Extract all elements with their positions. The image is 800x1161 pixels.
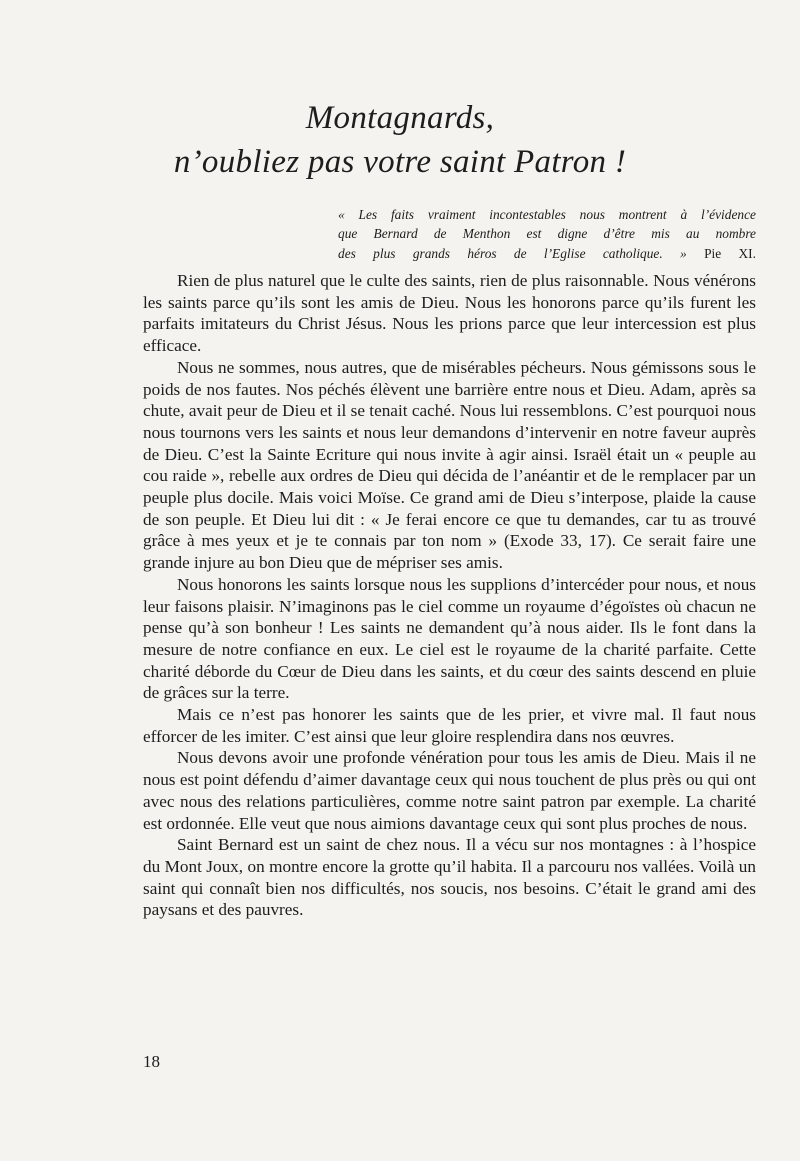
- epigraph-line: que Bernard de Menthon est digne d’être mis au nombre: [338, 226, 756, 242]
- page-title: [0, 96, 800, 184]
- epigraph-line-text: des plus grands héros de l’Eglise catholique. »: [338, 245, 687, 261]
- epigraph-quote: [338, 205, 756, 263]
- paragraph: Nous ne sommes, nous autres, que de misérables pécheurs. Nous gémissons sous le poids de nos fautes. Nos péchés élèvent une barrière entre nous et Dieu. Adam, après sa chute, avait peur de Dieu et il se tenait caché. Nous lui ressemblons. C’est pourquoi nous nous tournons vers les saints et nous leur demandons d’intervenir en notre faveur auprès de Dieu. C’est la Sainte Ecriture qui nous invite à agir ainsi. Israël était un « peuple au cou raide », rebelle aux ordres de Dieu qui décida de l’anéantir et de le remplacer par un peuple plus docile. Mais voici Moïse. Ce grand ami de Dieu s’interpose, plaide la cause de son peuple. Et Dieu lui dit : « Je ferai encore ce que tu demandes, car tu as trouvé grâce à mes yeux et je te connais par ton nom » (Exode 33, 17). Ce serait faire une grande injure au bon Dieu que de mépriser ses amis.: [143, 357, 756, 573]
- title-line-1: Montagnards,: [305, 100, 495, 136]
- page-number: 18: [143, 1052, 160, 1071]
- paragraph: Mais ce n’est pas honorer les saints que de les prier, et vivre mal. Il faut nous efforcer de les imiter. C’est ainsi que leur gloire resplendira dans nos œuvres.: [143, 705, 756, 746]
- paragraph: Saint Bernard est un saint de chez nous. Il a vécu sur nos montagnes : à l’hospice du Mont Joux, on montre encore la grotte qu’il habita. Il a parcouru nos vallées. Voilà un saint qui connaît bien nos difficultés, nos soucis, nos besoins. C’était le grand ami des paysans et des pauvres.: [143, 835, 756, 920]
- epigraph-line-last: [338, 244, 756, 263]
- title-line-2: n’oubliez pas votre saint Patron !: [173, 144, 627, 180]
- epigraph-line: « Les faits vraiment incontestables nous montrent à l’évidence: [338, 207, 756, 222]
- epigraph-attribution: Pie XI.: [704, 245, 756, 261]
- paragraph: Nous honorons les saints lorsque nous les supplions d’intercéder pour nous, et nous leur faisons plaisir. N’imaginons pas le ciel comme un royaume d’égoïstes où chacun ne pense qu’à son bonheur ! Les saints ne demandent qu’à nous aider. Ils le font dans la mesure de notre confiance en eux. Le ciel est le royaume de la charité parfaite. Cette charité déborde du Cœur de Dieu dans les saints, et du cœur des saints descend en pluie de grâces sur la terre.: [143, 574, 756, 703]
- body-text: [143, 270, 756, 921]
- paragraph: Rien de plus naturel que le culte des saints, rien de plus raisonnable. Nous vénérons les saints parce qu’ils sont les amis de Dieu. Nous les honorons parce qu’ils furent les parfaits imitateurs du Christ Jésus. Nous les prions parce que leur intercession est plus efficace.: [143, 271, 756, 356]
- paragraph: Nous devons avoir une profonde vénération pour tous les amis de Dieu. Mais il ne nous est point défendu d’aimer davantage ceux qui nous touchent de plus près ou qui ont avec nous des relations particulières, comme notre saint patron par exemple. La charité est ordonnée. Elle veut que nous aimions davantage ceux qui sont plus proches de nous.: [143, 748, 756, 833]
